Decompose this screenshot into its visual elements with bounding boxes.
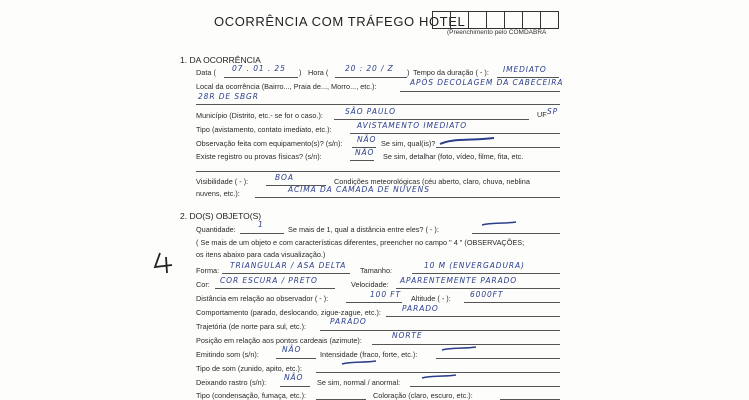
tipo-rastro-label: Tipo (condensação, fumaça, etc.): [196,391,307,400]
rastro-normal-dash [420,372,460,382]
velocidade-label: Velocidade: [351,280,389,289]
forma-line [222,273,350,274]
comdabra-note: (Preenchimento pelo COMDABRA [447,29,547,36]
quantidade-value[interactable]: 1 [258,220,264,229]
meteo-label: Condições meteorológicas (céu aberto, claro, chuva, neblina [334,177,530,186]
visibilidade-label: Visibilidade ( - ): [196,177,249,186]
local-value[interactable]: APÓS DECOLAGEM DA CABECEIRA [410,78,564,87]
hora-line [335,77,407,78]
velocidade-line [396,288,560,289]
rastro-value[interactable]: NÃO [284,373,304,382]
tipo-value[interactable]: AVISTAMENTO IMEDIATO [357,121,468,130]
section-2-heading: 2. DO(S) OBJETO(S) [180,211,262,221]
distancia-observador-line [346,302,402,303]
velocidade-value[interactable]: APARENTEMENTE PARADO [400,276,518,285]
som-value[interactable]: NÃO [282,345,302,354]
comportamento-line [386,316,560,317]
municipio-label: Município (Distrito, etc.- se for o caso.): [196,111,323,120]
rastro-normal-line [410,386,560,387]
altitude-label: Altitude ( - ): [411,294,451,303]
comportamento-label: Comportamento (parado, deslocando, zigue-zague, etc.): [196,308,381,317]
tipo-som-dash [340,358,380,368]
visibilidade-value[interactable]: BOA [275,173,294,182]
intensidade-line [436,358,560,359]
observacao-value[interactable]: NÃO [357,135,377,144]
tipo-line [350,133,560,134]
distancia-observador-label: Distância em relação ao observador ( - ): [196,294,329,303]
municipio-line [334,119,529,120]
cor-value[interactable]: COR ESCURA / PRETO [220,276,318,285]
uf-label: UF [537,110,547,119]
data-line [224,77,298,78]
local-line-2 [196,104,560,105]
tamanho-value[interactable]: 10 M (ENVERGADURA) [424,261,525,270]
registro-value[interactable]: NÃO [355,148,375,157]
posicao-label: Posição em relação aos pontos cardeais (azimute): [196,336,362,345]
quantidade-line [240,233,284,234]
posicao-value[interactable]: NORTE [392,331,423,340]
note-line-2: os itens abaixo para cada visualização.) [196,250,326,259]
registro-detail: Se sim, detalhar (foto, vídeo, filme, fita, etc. [383,152,524,161]
cor-label: Cor: [196,280,210,289]
trajetoria-value[interactable]: PARADO [330,317,367,326]
som-line [276,358,316,359]
quantidade-label: Quantidade: [196,225,236,234]
distancia-entre-label: Se mais de 1, qual a distância entre eles? ( - ): [288,225,439,234]
scribble-mark [438,135,498,147]
registro-label: Existe registro ou provas físicas? (s/n): [196,152,322,161]
local-label: Local da ocorrência (Bairro..., Praia de..., Morro..., etc.): [196,82,377,91]
local-value-2[interactable]: 28R DE SBGR [198,92,259,101]
local-line [400,91,560,92]
registro-line-2 [196,171,560,172]
duracao-label: Tempo da duração ( - ): [413,68,489,77]
tipo-label: Tipo (avistamento, contato imediato, etc.): [196,125,332,134]
meteo-value[interactable]: ACIMA DA CAMADA DE NUVENS [288,185,430,194]
forma-label: Forma: [196,266,220,275]
rastro-label: Deixando rastro (s/n): [196,378,267,387]
dash-mark [480,219,520,229]
data-close: ) [299,68,302,77]
hora-value[interactable]: 20 : 20 / Z [345,64,394,73]
municipio-value[interactable]: SÃO PAULO [345,107,396,116]
cor-line [215,288,335,289]
tipo-som-label: Tipo de som (zunido, apito, etc.): [196,364,302,373]
qual-line [436,147,560,148]
duracao-value[interactable]: IMEDIATO [503,65,547,74]
distancia-entre-line [472,233,560,234]
hora-label: Hora ( [308,68,329,77]
coloracao-label: Coloração (claro, escuro, etc.): [373,391,473,400]
hora-close: ) [407,68,410,77]
som-label: Emitindo som (s/n): [196,350,259,359]
handwritten-4-mark [150,251,184,275]
registro-line [350,160,374,161]
trajetoria-line [320,330,560,331]
intensidade-label: Intensidade (fraco, forte, etc.): [320,350,418,359]
intensidade-dash [440,344,480,354]
observacao-qual: Se sim, qual(is)? [381,139,436,148]
comdabra-code-boxes[interactable] [432,11,558,29]
data-label: Data ( [196,68,216,77]
rastro-normal-label: Se sim, normal / anormal: [317,378,401,387]
data-value[interactable]: 07 . 01 . 25 [232,64,286,73]
form-title: OCORRÊNCIA COM TRÁFEGO HOTEL [214,14,466,29]
section-1-heading: 1. DA OCORRÊNCIA [180,55,261,65]
comportamento-value[interactable]: PARADO [402,304,439,313]
observacao-label: Observação feita com equipamento(s)? (s/n): [196,139,343,148]
uf-value[interactable]: SP [547,107,559,116]
rastro-line [280,386,310,387]
altitude-line [464,302,560,303]
note-line-1: ( Se mais de um objeto e com características diferentes, preencher no campo " 4 " (OBSERVAÇÕES; [196,238,525,247]
altitude-value[interactable]: 6000FT [470,290,504,299]
trajetoria-label: Trajetória (de norte para sul, etc.): [196,322,307,331]
meteo-label-2: nuvens, etc.): [196,189,240,198]
tamanho-line [412,273,560,274]
forma-value[interactable]: TRIANGULAR / ASA DELTA [230,261,347,270]
meteo-line [255,197,560,198]
tamanho-label: Tamanho: [360,266,393,275]
distancia-observador-value[interactable]: 100 FT [370,290,401,299]
